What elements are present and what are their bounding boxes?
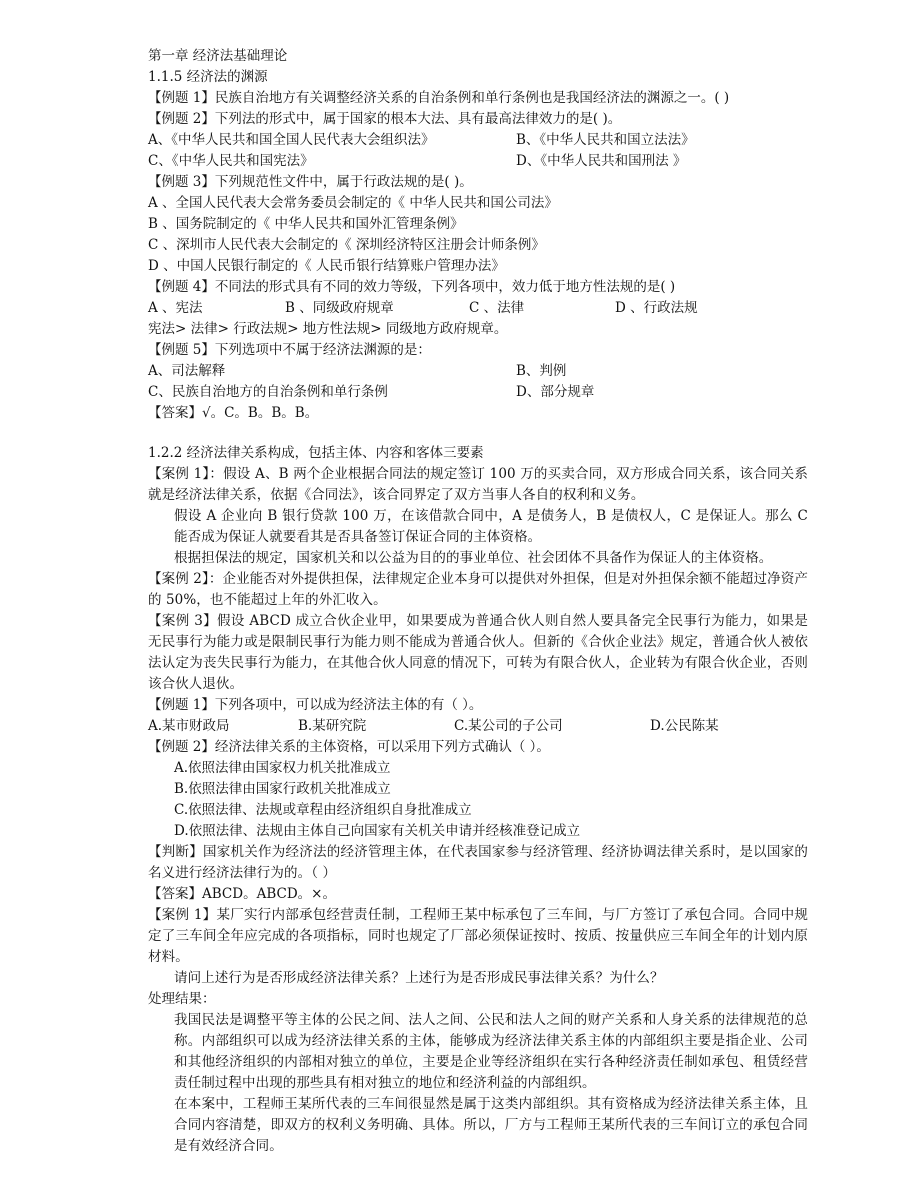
option-d: D、《中华人民共和国刑法 》 [516, 153, 687, 169]
example-5: 【例题 5】下列选项中不属于经济法渊源的是： [148, 342, 431, 358]
answer: 【答案】√。C。B。B。B。 [148, 405, 319, 421]
option-d: D.公民陈某 [650, 718, 719, 734]
example-2: 【例题 2】下列法的形式中，属于国家的根本大法、具有最高法律效力的是( )。 [148, 111, 622, 127]
option-d: D.依照法律、法规由主体自己向国家有关机关申请并经核准登记成立 [174, 823, 581, 839]
option-c: C.某公司的子公司 [454, 718, 563, 734]
case-2: 【案例 2】：企业能否对外提供担保，法律规定企业本身可以提供对外担保，但是对外担保余额不能超过净资产的 50%，也不能超过上年的外汇收入。 [148, 571, 808, 608]
option-d: D、部分规章 [516, 384, 595, 400]
example-2: 【例题 2】经济法律关系的主体资格，可以采用下列方式确认（ ）。 [148, 739, 550, 755]
option-c: C.依照法律、法规或章程由经济组织自身批准成立 [174, 802, 472, 818]
option-b: B 、同级政府规章 [285, 300, 394, 316]
options-row [148, 382, 808, 403]
options-row [148, 716, 808, 737]
options-row [148, 130, 808, 151]
judgement-question: 【判断】国家机关作为经济法的经济管理主体，在代表国家参与经济管理、经济协调法律关系时，是以国家的名义进行经济法律行为的。（ ） [148, 844, 808, 881]
hierarchy-note: 宪法> 法律> 行政法规> 地方性法规> 同级地方政府规章。 [148, 321, 508, 337]
case-3: 【案例 3】假设 ABCD 成立合伙企业甲，如果要成为普通合伙人则自然人要具备完全民事行为能力，如果是无民事行为能力或是限制民事行为能力则不能成为普通合伙人。但新的《合伙企业法》规定，普通合伙人被依法认定为丧失民事行为能力，在其他合伙人同意的情况下，可转为有限合伙人，企业转为有限合伙企业，否则该合伙人退伙。 [148, 613, 808, 692]
spacer [148, 424, 808, 443]
option-c: C 、深圳市人民代表大会制定的《 深圳经济特区注册会计师条例》 [148, 237, 545, 253]
option-c: C 、法律 [469, 300, 525, 316]
option-b: B.某研究院 [298, 718, 367, 734]
case-1-paragraph: 假设 A 企业向 B 银行贷款 100 万，在该借款合同中，A 是债务人，B 是债权人，C 是保证人。那么 C 能否成为保证人就要看其是否具备签订保证合同的主体资格。 [174, 508, 808, 545]
section-heading: 1.2.2 经济法律关系构成，包括主体、内容和客体三要素 [148, 445, 484, 461]
option-b: B、判例 [516, 363, 567, 379]
case-1-paragraph: 根据担保法的规定，国家机关和以公益为目的的事业单位、社会团体不具备作为保证人的主体资格。 [174, 550, 773, 566]
option-c: C、民族自治地方的自治条例和单行条例 [148, 384, 388, 400]
options-row [148, 298, 808, 319]
result-label: 处理结果： [148, 991, 216, 1007]
case-1-paragraph: 【案例 1】：假设 A、B 两个企业根据合同法的规定签订 100 万的买卖合同，双方形成合同关系，该合同关系就是经济法律关系，依据《合同法》，该合同界定了双方当事人各自的权利和义务。 [148, 466, 808, 503]
section-heading: 1.1.5 经济法的渊源 [148, 69, 268, 85]
option-d: D 、中国人民银行制定的《 人民币银行结算账户管理办法》 [148, 258, 505, 274]
result-paragraph: 我国民法是调整平等主体的公民之间、法人之间、公民和法人之间的财产关系和人身关系的法律规范的总称。内部组织可以成为经济法律关系的主体，能够成为经济法律关系主体的内部组织主要是指企业、公司和其他经济组织的内部相对独立的单位，主要是企业等经济组织在实行各种经济责任制如承包、租赁经营责任制过程中出现的那些具有相对独立的地位和经济利益的内部组织。 [174, 1012, 808, 1091]
result-paragraph: 在本案中，工程师王某所代表的三车间很显然是属于这类内部组织。其有资格成为经济法律关系主体，且合同内容清楚，即双方的权利义务明确、具体。所以，厂方与工程师王某所代表的三车间订立的承包合同是有效经济合同。 [174, 1096, 808, 1154]
option-c: C、《中华人民共和国宪法》 [148, 153, 314, 169]
case-1b: 【案例 1】某厂实行内部承包经营责任制，工程师王某中标承包了三车间，与厂方签订了承包合同。合同中规定了三车间全年应完成的各项指标，同时也规定了厂部必须保证按时、按质、按量供应三车间全年的计划内原材料。 [148, 907, 808, 965]
document-body [148, 46, 808, 1157]
options-row [148, 151, 808, 172]
question: 请问上述行为是否形成经济法律关系？上述行为是否形成民事法律关系？为什么？ [174, 970, 664, 986]
option-b: B.依照法律由国家行政机关批准成立 [174, 781, 391, 797]
option-a: A、司法解释 [148, 363, 226, 379]
option-b: B 、国务院制定的《 中华人民共和国外汇管理条例》 [148, 216, 464, 232]
option-a: A.某市财政局 [148, 718, 230, 734]
option-a: A.依照法律由国家权力机关批准成立 [174, 760, 391, 776]
option-a: A 、全国人民代表大会常务委员会制定的《 中华人民共和国公司法》 [148, 195, 558, 211]
example-4: 【例题 4】不同法的形式具有不同的效力等级，下列各项中，效力低于地方性法规的是( ) [148, 279, 676, 295]
answer: 【答案】ABCD。ABCD。×。 [148, 886, 336, 902]
example-1: 【例题 1】民族自治地方有关调整经济关系的自治条例和单行条例也是我国经济法的渊源之一。( ) [148, 90, 730, 106]
chapter-title: 第一章 经济法基础理论 [148, 48, 288, 64]
option-d: D 、行政法规 [615, 300, 698, 316]
option-a: A 、宪法 [148, 300, 203, 316]
options-row [148, 361, 808, 382]
option-b: B、《中华人民共和国立法法》 [516, 132, 695, 148]
example-3: 【例题 3】下列规范性文件中，属于行政法规的是( )。 [148, 174, 473, 190]
example-1: 【例题 1】下列各项中，可以成为经济法主体的有（ ）。 [148, 697, 483, 713]
option-a: A、《中华人民共和国全国人民代表大会组织法》 [148, 132, 435, 148]
